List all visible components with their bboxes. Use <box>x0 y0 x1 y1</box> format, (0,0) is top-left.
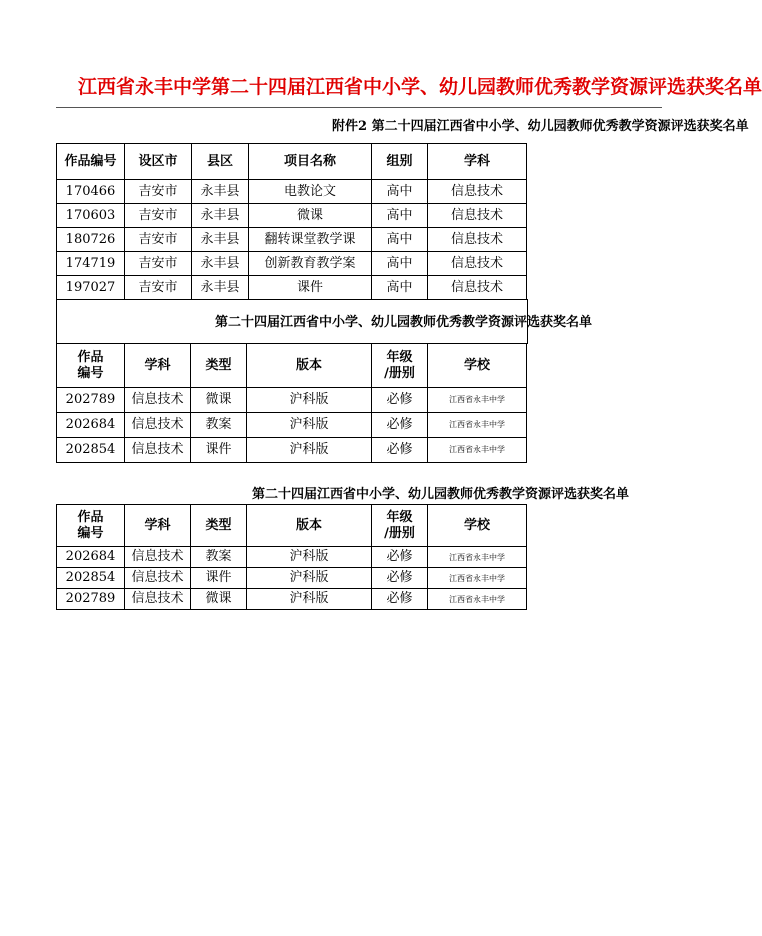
cell-grade: 必修 <box>372 413 428 438</box>
table-row <box>57 388 527 413</box>
cell-subject: 信息技术 <box>125 438 191 463</box>
cell-grade: 必修 <box>372 568 428 589</box>
section3-table <box>56 504 527 610</box>
cell-county: 永丰县 <box>192 204 249 228</box>
table-row <box>57 438 527 463</box>
cell-subject: 信息技术 <box>428 252 527 276</box>
cell-edition: 沪科版 <box>247 589 372 610</box>
cell-city: 吉安市 <box>125 204 192 228</box>
col-header-type: 类型 <box>191 505 247 547</box>
cell-project: 课件 <box>249 276 372 300</box>
cell-group: 高中 <box>372 180 428 204</box>
cell-project: 微课 <box>249 204 372 228</box>
cell-school: 江西省永丰中学 <box>428 388 527 413</box>
cell-id: 202854 <box>57 568 125 589</box>
col-header-id: 作品 编号 <box>57 505 125 547</box>
title-divider <box>56 107 662 108</box>
section3-subtitle: 第二十四届江西省中小学、幼儿园教师优秀教学资源评选获奖名单 <box>252 487 630 502</box>
cell-county: 永丰县 <box>192 276 249 300</box>
cell-type: 微课 <box>191 589 247 610</box>
cell-group: 高中 <box>372 204 428 228</box>
table-row <box>57 547 527 568</box>
col-header-id: 作品 编号 <box>57 344 125 388</box>
cell-school: 江西省永丰中学 <box>428 568 527 589</box>
table-row <box>57 228 527 252</box>
section2-subtitle: 第二十四届江西省中小学、幼儿园教师优秀教学资源评选获奖名单 <box>215 315 593 330</box>
cell-subject: 信息技术 <box>428 180 527 204</box>
cell-edition: 沪科版 <box>247 388 372 413</box>
col-header-subject: 学科 <box>428 144 527 180</box>
cell-group: 高中 <box>372 276 428 300</box>
section2-header-row <box>57 344 527 388</box>
cell-grade: 必修 <box>372 438 428 463</box>
cell-subject: 信息技术 <box>428 228 527 252</box>
table-row <box>57 252 527 276</box>
cell-subject: 信息技术 <box>125 388 191 413</box>
section3-header-row <box>57 505 527 547</box>
cell-school: 江西省永丰中学 <box>428 547 527 568</box>
cell-subject: 信息技术 <box>428 276 527 300</box>
table-row <box>57 589 527 610</box>
section2-table <box>56 343 527 463</box>
cell-id: 174719 <box>57 252 125 276</box>
cell-school: 江西省永丰中学 <box>428 589 527 610</box>
cell-school: 江西省永丰中学 <box>428 438 527 463</box>
cell-id: 202684 <box>57 547 125 568</box>
cell-city: 吉安市 <box>125 252 192 276</box>
cell-id: 170466 <box>57 180 125 204</box>
col-header-edition: 版本 <box>247 505 372 547</box>
cell-subject: 信息技术 <box>428 204 527 228</box>
section1-table <box>56 143 527 300</box>
section1-subtitle: 附件2 第二十四届江西省中小学、幼儿园教师优秀教学资源评选获奖名单 <box>332 119 749 134</box>
col-header-school: 学校 <box>428 344 527 388</box>
cell-subject: 信息技术 <box>125 568 191 589</box>
col-header-school: 学校 <box>428 505 527 547</box>
cell-edition: 沪科版 <box>247 438 372 463</box>
col-header-grade: 年级 /册别 <box>372 344 428 388</box>
section1-header-row <box>57 144 527 180</box>
cell-subject: 信息技术 <box>125 547 191 568</box>
cell-county: 永丰县 <box>192 252 249 276</box>
col-header-edition: 版本 <box>247 344 372 388</box>
page-title: 江西省永丰中学第二十四届江西省中小学、幼儿园教师优秀教学资源评选获奖名单 <box>78 76 762 98</box>
cell-grade: 必修 <box>372 547 428 568</box>
cell-type: 微课 <box>191 388 247 413</box>
cell-project: 电教论文 <box>249 180 372 204</box>
cell-grade: 必修 <box>372 388 428 413</box>
cell-id: 202789 <box>57 589 125 610</box>
cell-grade: 必修 <box>372 589 428 610</box>
cell-id: 202684 <box>57 413 125 438</box>
cell-city: 吉安市 <box>125 180 192 204</box>
cell-type: 教案 <box>191 547 247 568</box>
section2-viewport <box>55 299 593 463</box>
col-header-group: 组别 <box>372 144 428 180</box>
cell-subject: 信息技术 <box>125 413 191 438</box>
col-header-subject: 学科 <box>125 505 191 547</box>
col-header-id: 作品编号 <box>57 144 125 180</box>
cell-subject: 信息技术 <box>125 589 191 610</box>
cell-id: 180726 <box>57 228 125 252</box>
col-header-project: 项目名称 <box>249 144 372 180</box>
section1-table-viewport <box>55 142 511 302</box>
cell-edition: 沪科版 <box>247 568 372 589</box>
cell-county: 永丰县 <box>192 228 249 252</box>
cell-group: 高中 <box>372 252 428 276</box>
col-header-type: 类型 <box>191 344 247 388</box>
cell-school: 江西省永丰中学 <box>428 413 527 438</box>
cell-project: 创新教育教学案 <box>249 252 372 276</box>
cell-group: 高中 <box>372 228 428 252</box>
cell-id: 170603 <box>57 204 125 228</box>
table-row <box>57 568 527 589</box>
col-header-subject: 学科 <box>125 344 191 388</box>
col-header-grade: 年级 /册别 <box>372 505 428 547</box>
cell-county: 永丰县 <box>192 180 249 204</box>
table-row <box>57 413 527 438</box>
cell-edition: 沪科版 <box>247 547 372 568</box>
cell-id: 197027 <box>57 276 125 300</box>
cell-id: 202854 <box>57 438 125 463</box>
cell-type: 课件 <box>191 568 247 589</box>
section3-viewport <box>55 503 511 611</box>
col-header-county: 县区 <box>192 144 249 180</box>
cell-type: 课件 <box>191 438 247 463</box>
cell-edition: 沪科版 <box>247 413 372 438</box>
cell-city: 吉安市 <box>125 276 192 300</box>
cell-type: 教案 <box>191 413 247 438</box>
cell-id: 202789 <box>57 388 125 413</box>
table-row <box>57 276 527 300</box>
cell-city: 吉安市 <box>125 228 192 252</box>
col-header-city: 设区市 <box>125 144 192 180</box>
cell-project: 翻转课堂教学课 <box>249 228 372 252</box>
table-row <box>57 204 527 228</box>
table-row <box>57 180 527 204</box>
